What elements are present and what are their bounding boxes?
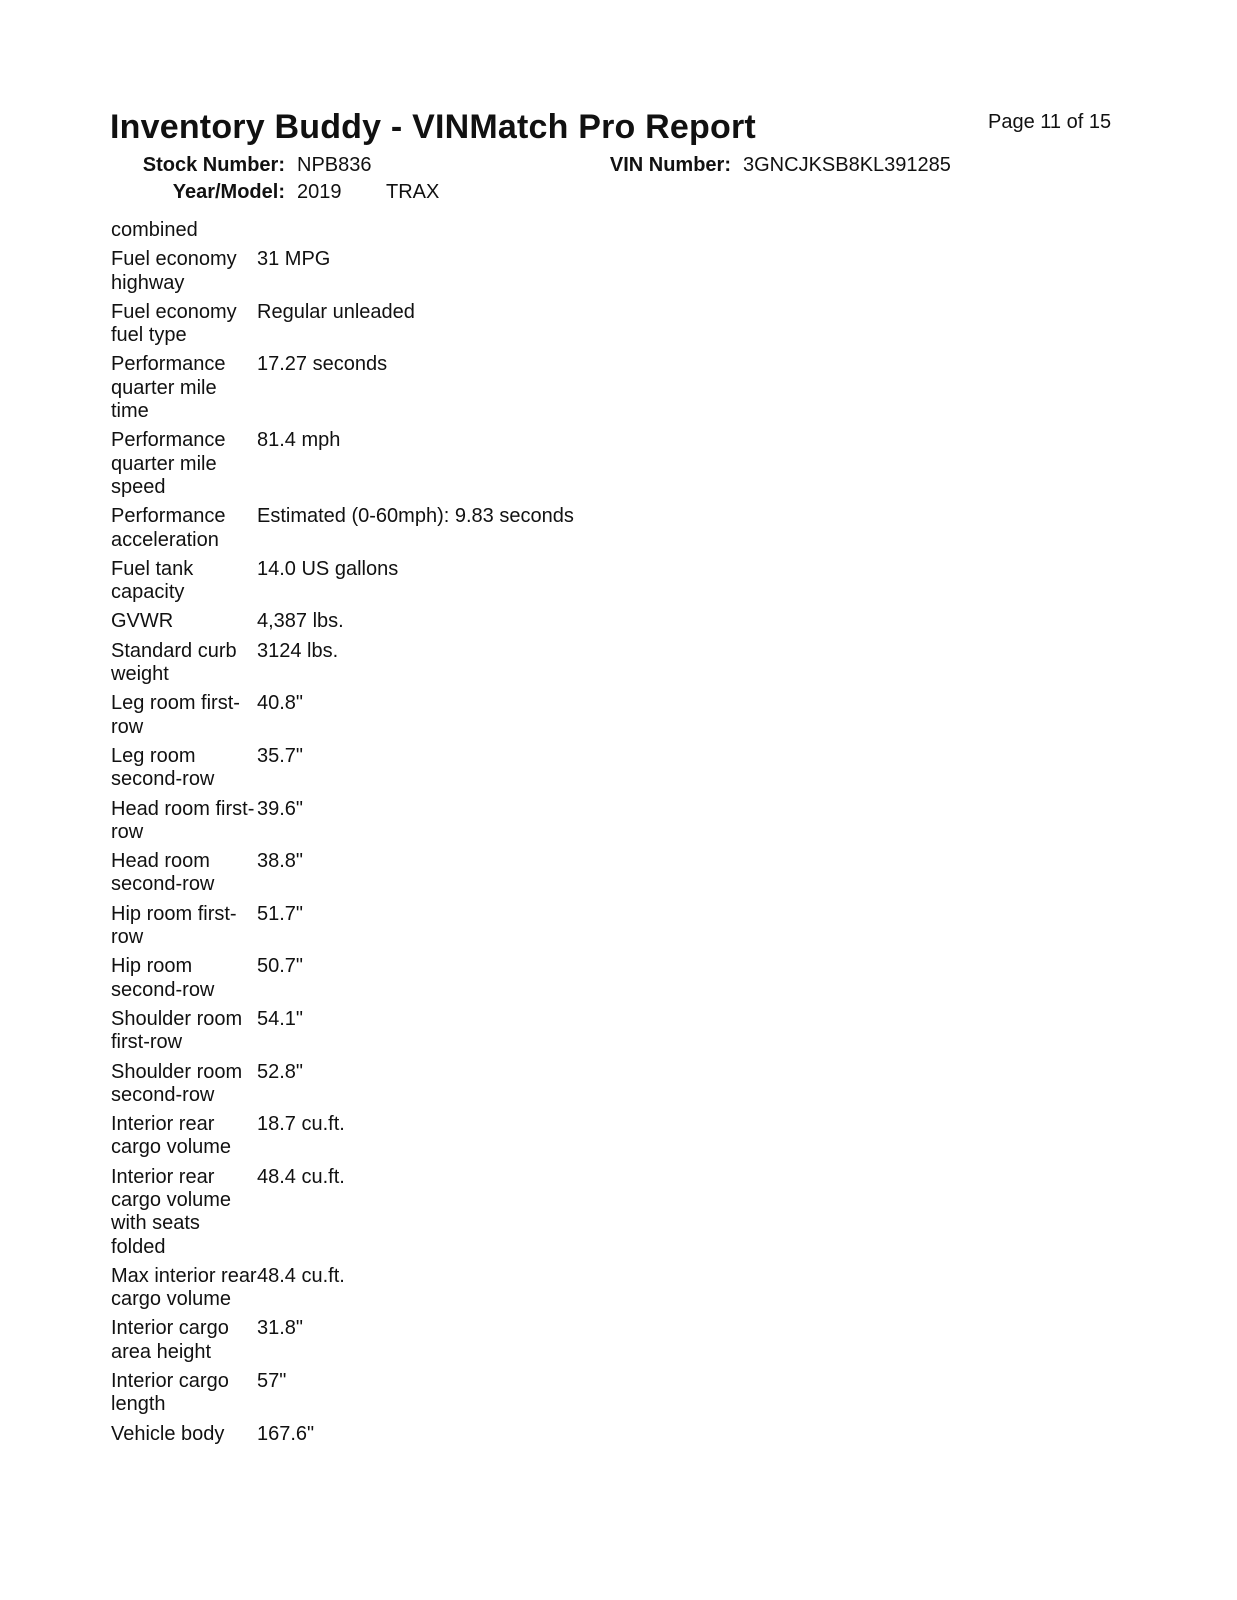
spec-row — [111, 955, 811, 1002]
spec-value: 4,387 lbs. — [257, 610, 344, 633]
spec-row — [111, 219, 811, 242]
spec-label: Leg room second-row — [111, 744, 215, 791]
spec-value: Regular unleaded — [257, 300, 415, 323]
spec-label: Interior rear cargo volume with seats folded — [111, 1165, 232, 1258]
spec-label: Leg room first-row — [111, 692, 240, 738]
spec-row — [111, 558, 811, 605]
spec-value: 14.0 US gallons — [257, 557, 399, 580]
spec-row — [111, 301, 811, 348]
spec-value: 40.8" — [257, 692, 304, 715]
spec-row — [111, 1370, 811, 1417]
report-title: Inventory Buddy - VINMatch Pro Report — [110, 108, 756, 146]
spec-row — [111, 1317, 811, 1364]
spec-value: 167.6" — [257, 1422, 315, 1445]
spec-label: Hip room second-row — [111, 955, 215, 1001]
spec-row — [111, 429, 811, 499]
spec-label: Interior rear cargo volume — [111, 1113, 232, 1159]
spec-row — [111, 1166, 811, 1259]
model-value: TRAX — [386, 181, 440, 203]
spec-row — [111, 1008, 811, 1055]
vin-number-label: VIN Number: — [609, 154, 731, 176]
spec-label: Interior cargo area height — [111, 1317, 229, 1363]
spec-row — [111, 640, 811, 687]
spec-row — [111, 798, 811, 845]
spec-label: Shoulder room second-row — [111, 1060, 243, 1106]
spec-label: Vehicle body — [111, 1422, 225, 1445]
spec-value: 52.8" — [257, 1060, 304, 1083]
spec-value: 35.7" — [257, 744, 304, 767]
spec-row — [111, 1113, 811, 1160]
spec-row — [111, 692, 811, 739]
spec-label: Standard curb weight — [111, 639, 237, 686]
spec-value: 17.27 seconds — [257, 353, 388, 376]
spec-value: 51.7" — [257, 902, 304, 925]
spec-value: 81.4 mph — [257, 429, 341, 452]
spec-row — [111, 248, 811, 295]
spec-value: 48.4 cu.ft. — [257, 1165, 345, 1188]
year-value: 2019 — [297, 181, 342, 203]
spec-label: Head room second-row — [111, 850, 215, 896]
stock-number-value: NPB836 — [297, 154, 372, 176]
spec-label: combined — [111, 219, 198, 241]
spec-value: 3124 lbs. — [257, 639, 339, 662]
spec-value: 31.8" — [257, 1317, 304, 1340]
spec-value: 38.8" — [257, 850, 304, 873]
spec-list — [111, 219, 811, 1452]
spec-label: Max interior rear cargo volume — [111, 1264, 257, 1311]
spec-row — [111, 1423, 811, 1446]
spec-value: 31 MPG — [257, 248, 331, 271]
spec-label: Performance quarter mile time — [111, 353, 226, 423]
spec-label: Fuel tank capacity — [111, 557, 194, 604]
spec-label: Performance quarter mile speed — [111, 429, 226, 498]
spec-row — [111, 745, 811, 792]
spec-label: Interior cargo length — [111, 1370, 229, 1416]
spec-row — [111, 353, 811, 423]
spec-label: Shoulder room first-row — [111, 1007, 243, 1054]
spec-row — [111, 1061, 811, 1108]
spec-label: Hip room first-row — [111, 902, 237, 949]
spec-label: GVWR — [111, 610, 174, 633]
stock-number-label: Stock Number: — [142, 154, 285, 176]
spec-row — [111, 505, 811, 552]
spec-label: Head room first-row — [111, 797, 255, 843]
spec-value: 54.1" — [257, 1007, 304, 1030]
spec-value: 48.4 cu.ft. — [257, 1264, 345, 1287]
spec-label: Fuel economy highway — [111, 248, 237, 294]
spec-row — [111, 610, 811, 633]
spec-value — [257, 219, 811, 242]
spec-row — [111, 903, 811, 950]
spec-value: 50.7" — [257, 955, 304, 978]
spec-label: Fuel economy fuel type — [111, 300, 237, 347]
year-model-label: Year/Model: — [172, 181, 285, 203]
spec-value: 39.6" — [257, 797, 304, 820]
spec-label: Performance acceleration — [111, 505, 226, 551]
spec-value: 57" — [257, 1370, 287, 1393]
spec-row — [111, 1265, 811, 1312]
vin-number-value: 3GNCJKSB8KL391285 — [743, 154, 951, 176]
spec-value: 18.7 cu.ft. — [257, 1113, 345, 1136]
spec-value: Estimated (0-60mph): 9.83 seconds — [257, 505, 574, 528]
spec-row — [111, 850, 811, 897]
page-number: Page 11 of 15 — [988, 111, 1112, 133]
